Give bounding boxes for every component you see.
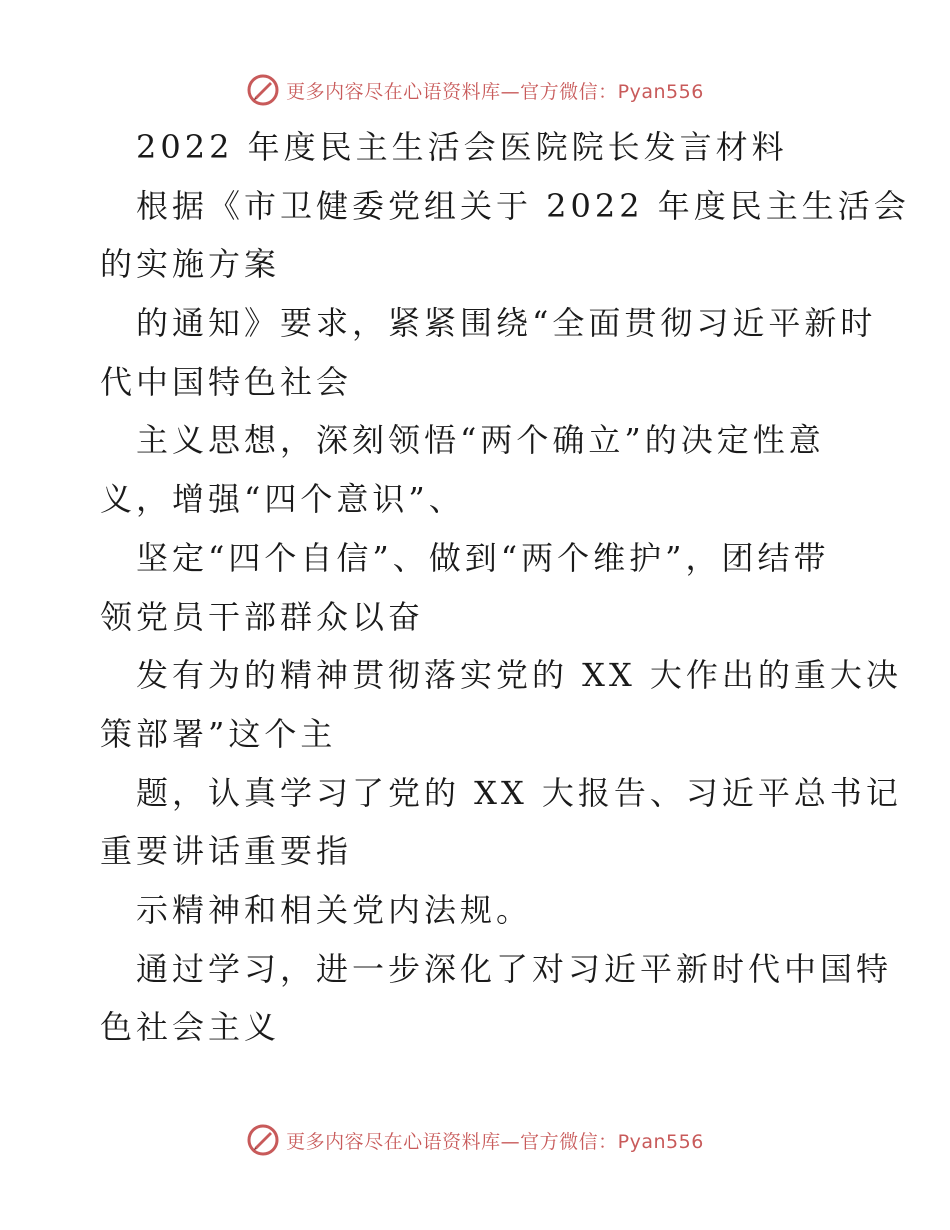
header-banner-text: 更多内容尽在心语资料库—官方微信：Pyan556 xyxy=(286,80,704,103)
paragraph-line: 义，增强“四个意识”、 xyxy=(100,480,465,519)
quill-logo-icon xyxy=(246,1123,280,1157)
paragraph-line: 主义思想，深刻领悟“两个确立”的决定性意 xyxy=(136,421,825,460)
paragraph-line: 坚定“四个自信”、做到“两个维护”，团结带 xyxy=(136,538,830,577)
document-body xyxy=(100,118,910,1057)
paragraph-line: 发有为的精神贯彻落实党的 XX 大作出的重大决 xyxy=(136,656,902,695)
footer-banner xyxy=(0,1120,950,1160)
quill-logo-icon xyxy=(246,73,280,107)
paragraph-line: 根据《市卫健委党组关于 2022 年度民主生活会 xyxy=(136,186,910,225)
document-title-line: 2022 年度民主生活会医院院长发言材料 xyxy=(136,128,788,166)
footer-banner-text: 更多内容尽在心语资料库—官方微信：Pyan556 xyxy=(286,1130,704,1153)
header-banner xyxy=(0,70,950,110)
paragraph-line: 色社会主义 xyxy=(100,1008,281,1047)
paragraph-line: 通过学习，进一步深化了对习近平新时代中国特 xyxy=(136,949,893,988)
paragraph-line: 示精神和相关党内法规。 xyxy=(136,890,533,929)
paragraph-line: 的实施方案 xyxy=(100,245,281,284)
paragraph-line: 领党员干部群众以奋 xyxy=(100,597,425,636)
paragraph-line: 的通知》要求，紧紧围绕“全面贯彻习近平新时 xyxy=(136,304,877,343)
paragraph-line: 代中国特色社会 xyxy=(100,362,353,401)
paragraph-line: 重要讲话重要指 xyxy=(100,832,353,871)
paragraph-line: 策部署”这个主 xyxy=(100,714,337,753)
paragraph-line: 题，认真学习了党的 XX 大报告、习近平总书记 xyxy=(136,773,902,812)
